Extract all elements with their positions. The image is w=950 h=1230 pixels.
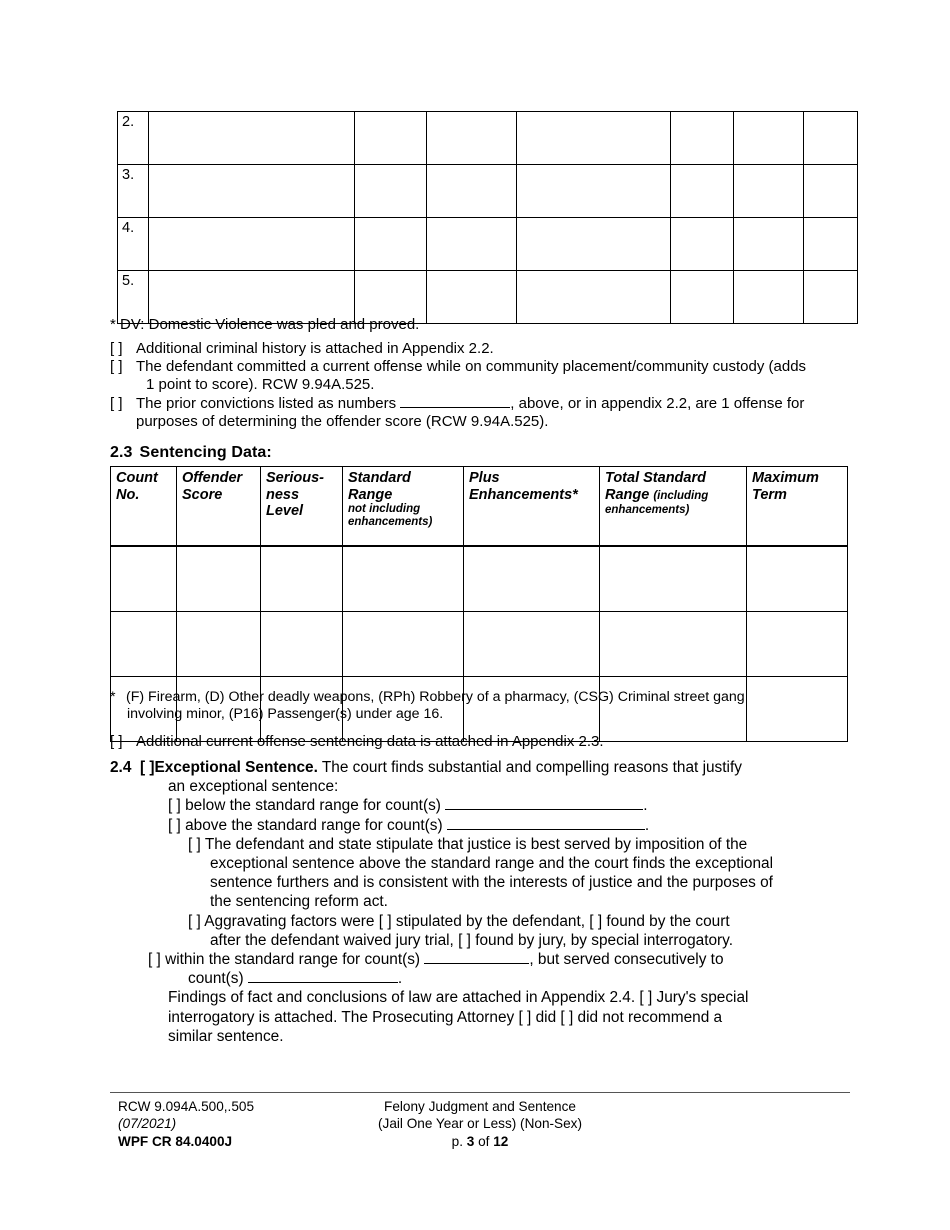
checkbox-stipulate[interactable]: [ ] — [188, 835, 201, 853]
section-2-4-number: 2.4 — [110, 759, 132, 776]
within-range-text-b: , but served consecutively to — [529, 951, 724, 969]
checkbox-label-prior-convictions-a: The prior convictions listed as numbers — [136, 394, 401, 412]
checkbox-label-additional-history: Additional criminal history is attached in Appendix 2.2. — [136, 340, 494, 357]
cell-adult-juvenile[interactable] — [671, 271, 734, 324]
checkbox-appendix-2-3[interactable]: [ ] — [110, 733, 123, 750]
col-count-no — [111, 467, 177, 547]
aggravating-text-a: Aggravating factors were — [200, 912, 379, 930]
col-count-no-line2: No. — [116, 486, 140, 503]
checkbox-label-community-placement-line2: 1 point to score). RCW 9.94A.525. — [146, 376, 375, 394]
cell-offender-score[interactable] — [177, 546, 261, 612]
checkbox-stipulated-by-defendant[interactable]: [ ] — [378, 912, 392, 930]
checkbox-below-range[interactable]: [ ] — [168, 797, 181, 815]
aggravating-text-c: found by the court — [602, 912, 730, 930]
cell-maximum-term[interactable] — [747, 546, 848, 612]
cell-type-of-crime[interactable] — [734, 165, 804, 218]
checkbox-row-within-range[interactable] — [110, 950, 900, 969]
row-number: 5. — [118, 271, 149, 324]
findings-line2-b: did — [531, 1008, 561, 1026]
cell-extra[interactable] — [804, 165, 858, 218]
row-number: 4. — [118, 218, 149, 271]
col-standard-range-line2: Range — [348, 486, 393, 503]
cell-total-standard-range[interactable] — [600, 612, 747, 677]
table-row — [111, 612, 848, 677]
col-standard-range-small2: enhancements) — [348, 516, 433, 528]
checkbox-row-above-range[interactable] — [110, 816, 900, 835]
cell-sentencing-court[interactable] — [517, 271, 671, 324]
cell-standard-range[interactable] — [343, 546, 464, 612]
col-standard-range-line1: Standard — [348, 470, 411, 486]
above-range-counts-field[interactable] — [447, 829, 645, 830]
cell-count-no[interactable] — [111, 612, 177, 677]
cell-crime[interactable] — [149, 218, 355, 271]
cell-adult-juvenile[interactable] — [671, 112, 734, 165]
enhancement-footnote — [110, 689, 880, 723]
footer-form-number: WPF CR 84.0400J — [118, 1133, 233, 1149]
within-range-line2 — [110, 969, 900, 988]
col-standard-range — [343, 467, 464, 547]
findings-text-a: Findings of fact and conclusions of law are attached in Appendix 2.4. — [168, 989, 640, 1007]
footer-title-line1: Felony Judgment and Sentence — [384, 1099, 576, 1114]
cell-date-of-sentence[interactable] — [427, 165, 517, 218]
cell-plus-enhancements[interactable] — [464, 612, 600, 677]
within-range-line2-b: . — [397, 970, 403, 988]
cell-date-of-crime[interactable] — [355, 112, 427, 165]
cell-maximum-term[interactable] — [747, 612, 848, 677]
consecutive-counts-field[interactable] — [248, 982, 398, 983]
col-plus-enhancements — [464, 467, 600, 547]
findings-line2-a: interrogatory is attached. The Prosecuting Attorney — [168, 1008, 519, 1026]
col-total-standard-range-line2: Range — [605, 486, 654, 503]
checkbox-row-prior-convictions[interactable] — [110, 395, 870, 413]
cell-count-no[interactable] — [111, 546, 177, 612]
table-row — [118, 165, 858, 218]
cell-adult-juvenile[interactable] — [671, 218, 734, 271]
checkbox-row-aggravating-factors[interactable] — [110, 912, 900, 931]
cell-plus-enhancements[interactable] — [464, 546, 600, 612]
col-seriousness-level-line2: ness — [266, 486, 300, 503]
findings-text-b: Jury's special — [652, 989, 749, 1007]
checkbox-exceptional-sentence[interactable]: [ ] — [139, 759, 155, 776]
findings-line2-c: did not recommend a — [573, 1008, 723, 1026]
findings-line2 — [110, 1008, 900, 1027]
checkbox-community-placement[interactable]: [ ] — [110, 358, 123, 376]
aggravating-line2 — [110, 931, 900, 950]
footer-title-line2: (Jail One Year or Less) (Non-Sex) — [378, 1116, 582, 1132]
cell-type-of-crime[interactable] — [734, 271, 804, 324]
cell-type-of-crime[interactable] — [734, 112, 804, 165]
col-offender-score — [177, 467, 261, 547]
checkbox-aggravating-factors[interactable]: [ ] — [188, 912, 201, 930]
domestic-violence-note: * DV: Domestic Violence was pled and proved. — [110, 316, 420, 333]
criminal-history-table — [117, 111, 858, 324]
checkbox-prosecutor-did-not[interactable]: [ ] — [560, 1008, 574, 1026]
checkbox-label-above-range: above the standard range for count(s) — [180, 816, 447, 834]
above-range-period: . — [644, 816, 650, 834]
sentencing-table-header-row — [111, 467, 848, 547]
col-seriousness-level — [261, 467, 343, 547]
checkbox-jury-interrogatory[interactable]: [ ] — [639, 989, 653, 1007]
col-standard-range-small1: not including — [348, 503, 421, 515]
checkbox-label-community-placement: The defendant committed a current offense while on community placement/community custody (adds — [136, 358, 807, 376]
cell-date-of-sentence[interactable] — [427, 271, 517, 324]
col-total-standard-range-small1: (including — [653, 489, 709, 502]
checkbox-label-prior-convictions-line2: purposes of determining the offender score (RCW 9.94A.525). — [136, 412, 549, 430]
cell-total-standard-range[interactable] — [600, 546, 747, 612]
checkbox-found-by-court[interactable]: [ ] — [589, 912, 603, 930]
findings-line3: similar sentence. — [168, 1027, 284, 1045]
section-2-3-number: 2.3 — [110, 444, 133, 461]
col-offender-score-line2: Score — [182, 486, 223, 503]
col-maximum-term — [747, 467, 848, 547]
col-maximum-term-line1: Maximum — [752, 470, 819, 486]
checkbox-label-stipulate-line2: exceptional sentence above the standard range and the court finds the exceptional — [210, 855, 774, 873]
aggravating-line2-b: found by jury, by special interrogatory. — [470, 931, 733, 949]
cell-extra[interactable] — [804, 271, 858, 324]
criminal-history-checkbox-list — [110, 340, 870, 431]
checkbox-row-additional-history[interactable] — [110, 340, 870, 358]
col-total-standard-range-line1: Total Standard — [605, 470, 706, 486]
cell-date-of-sentence[interactable] — [427, 112, 517, 165]
cell-extra[interactable] — [804, 218, 858, 271]
below-range-counts-field[interactable] — [445, 809, 643, 810]
within-range-line2-a: count(s) — [188, 970, 248, 988]
checkbox-within-range[interactable]: [ ] — [148, 951, 161, 969]
findings-line1 — [110, 988, 900, 1007]
checkbox-label-appendix-2-3: Additional current offense sentencing data is attached in Appendix 2.3. — [136, 733, 604, 750]
footnote-line2: involving minor, (P16) Passenger(s) under age 16. — [127, 706, 444, 722]
col-count-no-line1: Count — [116, 470, 158, 486]
cell-type-of-crime[interactable] — [734, 218, 804, 271]
checkbox-label-prior-convictions-b: , above, or in appendix 2.2, are 1 offense for — [510, 394, 805, 412]
checkbox-prosecutor-did[interactable]: [ ] — [518, 1008, 532, 1026]
within-range-text-a: within the standard range for count(s) — [160, 951, 425, 969]
section-2-4-intro-text: The court finds substantial and compelling reasons that justify — [317, 759, 742, 776]
footer-page-of: of — [474, 1133, 494, 1149]
below-range-period: . — [643, 797, 648, 815]
col-maximum-term-line2: Term — [752, 486, 787, 503]
within-range-counts-field[interactable] — [424, 963, 529, 964]
section-2-4-intro-line2: an exceptional sentence: — [168, 778, 339, 796]
cell-standard-range[interactable] — [343, 612, 464, 677]
cell-sentencing-court[interactable] — [517, 112, 671, 165]
cell-date-of-sentence[interactable] — [427, 218, 517, 271]
section-2-4-label: Exceptional Sentence. — [154, 759, 318, 776]
checkbox-row-appendix-2-3[interactable] — [110, 733, 604, 751]
checkbox-above-range[interactable]: [ ] — [168, 816, 181, 834]
checkbox-label-stipulate-line3: sentence furthers and is consistent with the interests of justice and the purposes of — [210, 874, 773, 892]
cell-date-of-crime[interactable] — [355, 165, 427, 218]
cell-seriousness-level[interactable] — [261, 612, 343, 677]
cell-crime[interactable] — [149, 112, 355, 165]
cell-extra[interactable] — [804, 112, 858, 165]
footnote-star: * — [110, 689, 116, 705]
table-row — [118, 112, 858, 165]
table-row — [111, 546, 848, 612]
footer-page-indicator — [110, 1133, 850, 1150]
col-seriousness-level-line3: Level — [266, 503, 304, 519]
col-total-standard-range-small2: enhancements) — [605, 504, 690, 516]
col-plus-enhancements-line2: Enhancements* — [469, 486, 578, 503]
cell-offender-score[interactable] — [177, 612, 261, 677]
checkbox-label-below-range: below the standard range for count(s) — [180, 797, 446, 815]
cell-sentencing-court[interactable] — [517, 218, 671, 271]
section-2-3-title: Sentencing Data: — [139, 444, 272, 461]
section-2-4 — [110, 758, 900, 1046]
checkbox-additional-history[interactable]: [ ] — [110, 340, 123, 357]
checkbox-label-stipulate-line4: the sentencing reform act. — [210, 893, 388, 911]
cell-seriousness-level[interactable] — [261, 546, 343, 612]
cell-adult-juvenile[interactable] — [671, 165, 734, 218]
checkbox-found-by-jury[interactable]: [ ] — [458, 931, 471, 949]
checkbox-row-below-range[interactable] — [110, 796, 900, 815]
checkbox-row-stipulate[interactable] — [110, 835, 900, 854]
cell-crime[interactable] — [149, 165, 355, 218]
prior-convictions-numbers-field[interactable] — [400, 407, 510, 408]
checkbox-label-stipulate-line1: The defendant and state stipulate that justice is best served by imposition of the — [200, 835, 748, 853]
section-2-3-heading — [110, 444, 272, 462]
aggravating-text-b: stipulated by the defendant, — [391, 912, 590, 930]
col-total-standard-range — [600, 467, 747, 547]
checkbox-row-community-placement[interactable] — [110, 358, 870, 376]
col-plus-enhancements-line1: Plus — [469, 470, 500, 486]
checkbox-prior-convictions[interactable]: [ ] — [110, 394, 123, 412]
footer-rcw: RCW 9.094A.500,.505 — [118, 1099, 255, 1114]
cell-sentencing-court[interactable] — [517, 165, 671, 218]
col-seriousness-level-line1: Serious- — [266, 470, 325, 486]
footer-page-total: 12 — [493, 1133, 509, 1149]
footer-revision-date: (07/2021) — [118, 1116, 177, 1132]
section-2-4-intro-line1 — [110, 758, 900, 777]
footer-page-prefix: p. — [451, 1133, 467, 1149]
col-offender-score-line1: Offender — [182, 470, 243, 486]
cell-date-of-crime[interactable] — [355, 218, 427, 271]
row-number: 2. — [118, 112, 149, 165]
table-row — [118, 218, 858, 271]
aggravating-line2-a: after the defendant waived jury trial, — [210, 931, 459, 949]
footer-page-number: 3 — [466, 1133, 475, 1149]
row-number: 3. — [118, 165, 149, 218]
footer-divider — [110, 1092, 850, 1093]
footnote-line1: (F) Firearm, (D) Other deadly weapons, (RPh) Robbery of a pharmacy, (CSG) Criminal street gang — [126, 689, 745, 705]
footer-center-block — [110, 1098, 850, 1150]
